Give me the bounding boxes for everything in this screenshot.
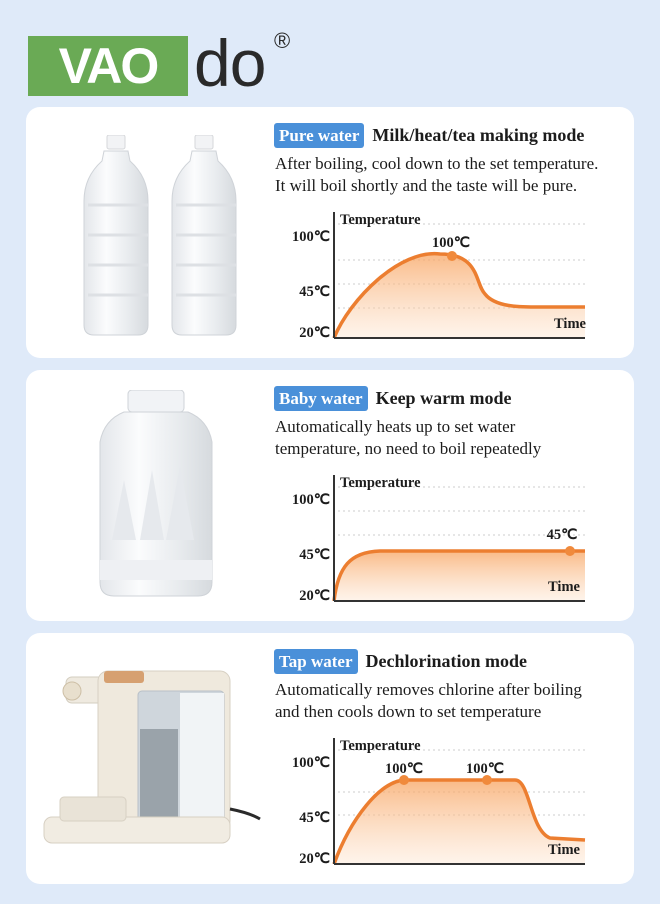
y-axis-label: Temperature — [340, 475, 421, 491]
y-tick-label: 100℃ — [291, 492, 330, 508]
y-tick-label: 100℃ — [291, 229, 330, 245]
mode-card-baby-water — [26, 370, 634, 621]
mode-title: Milk/heat/tea making mode — [372, 125, 585, 145]
baby-water-bottle-image — [94, 390, 219, 602]
description-line: Automatically removes chlorine after boiling — [275, 680, 582, 699]
y-tick-label: 45℃ — [299, 547, 330, 563]
mode-tag: Pure water — [274, 123, 364, 148]
logo-registered-mark: ® — [274, 28, 291, 53]
logo-main: VAO — [28, 36, 188, 96]
y-tick-label: 45℃ — [299, 284, 330, 300]
mode-header — [274, 123, 584, 149]
x-axis-label: Time — [548, 579, 580, 595]
y-tick-label: 45℃ — [299, 810, 330, 826]
description-line: It will boil shortly and the taste will be pure. — [275, 176, 578, 195]
mode-card-tap-water — [26, 633, 634, 884]
mode-description — [275, 679, 625, 723]
mode-tag: Baby water — [274, 386, 368, 411]
water-dispenser-image — [40, 669, 262, 859]
y-axis-label: Temperature — [340, 738, 421, 754]
logo-tail: do — [194, 26, 266, 100]
y-tick-label: 20℃ — [299, 851, 330, 867]
mode-title: Dechlorination mode — [365, 651, 528, 671]
mode-header — [274, 386, 512, 412]
description-line: temperature, no need to boil repeatedly — [275, 439, 542, 458]
x-axis-label: Time — [548, 842, 580, 858]
y-axis-label: Temperature — [340, 212, 421, 228]
bottle-left — [84, 135, 148, 335]
mode-header — [274, 649, 527, 675]
mode-title: Keep warm mode — [375, 388, 512, 408]
temperature-chart — [280, 204, 620, 349]
x-axis-label: Time — [554, 316, 586, 332]
y-tick-label: 20℃ — [299, 325, 330, 341]
temperature-chart — [280, 467, 620, 612]
description-line: and then cools down to set temperature — [275, 702, 542, 721]
y-tick-label: 20℃ — [299, 588, 330, 604]
mode-card-pure-water — [26, 107, 634, 358]
data-label: 45℃ — [546, 527, 578, 543]
description-line: Automatically heats up to set water — [275, 417, 516, 436]
mode-tag: Tap water — [274, 649, 358, 674]
temperature-chart — [280, 730, 620, 875]
bottle-right — [172, 135, 236, 335]
water-bottles-image — [52, 135, 252, 339]
peak-point — [565, 546, 575, 556]
temperature-area — [334, 254, 585, 338]
data-label: 100℃ — [465, 761, 505, 777]
mode-description — [275, 416, 625, 460]
mode-description — [275, 153, 625, 197]
dispenser-knob — [63, 682, 81, 700]
brand-logo — [28, 28, 298, 98]
data-label: 100℃ — [384, 761, 424, 777]
peak-point — [447, 251, 457, 261]
data-label: 100℃ — [431, 235, 471, 251]
y-tick-label: 100℃ — [291, 755, 330, 771]
description-line: After boiling, cool down to the set temperature. — [275, 154, 599, 173]
